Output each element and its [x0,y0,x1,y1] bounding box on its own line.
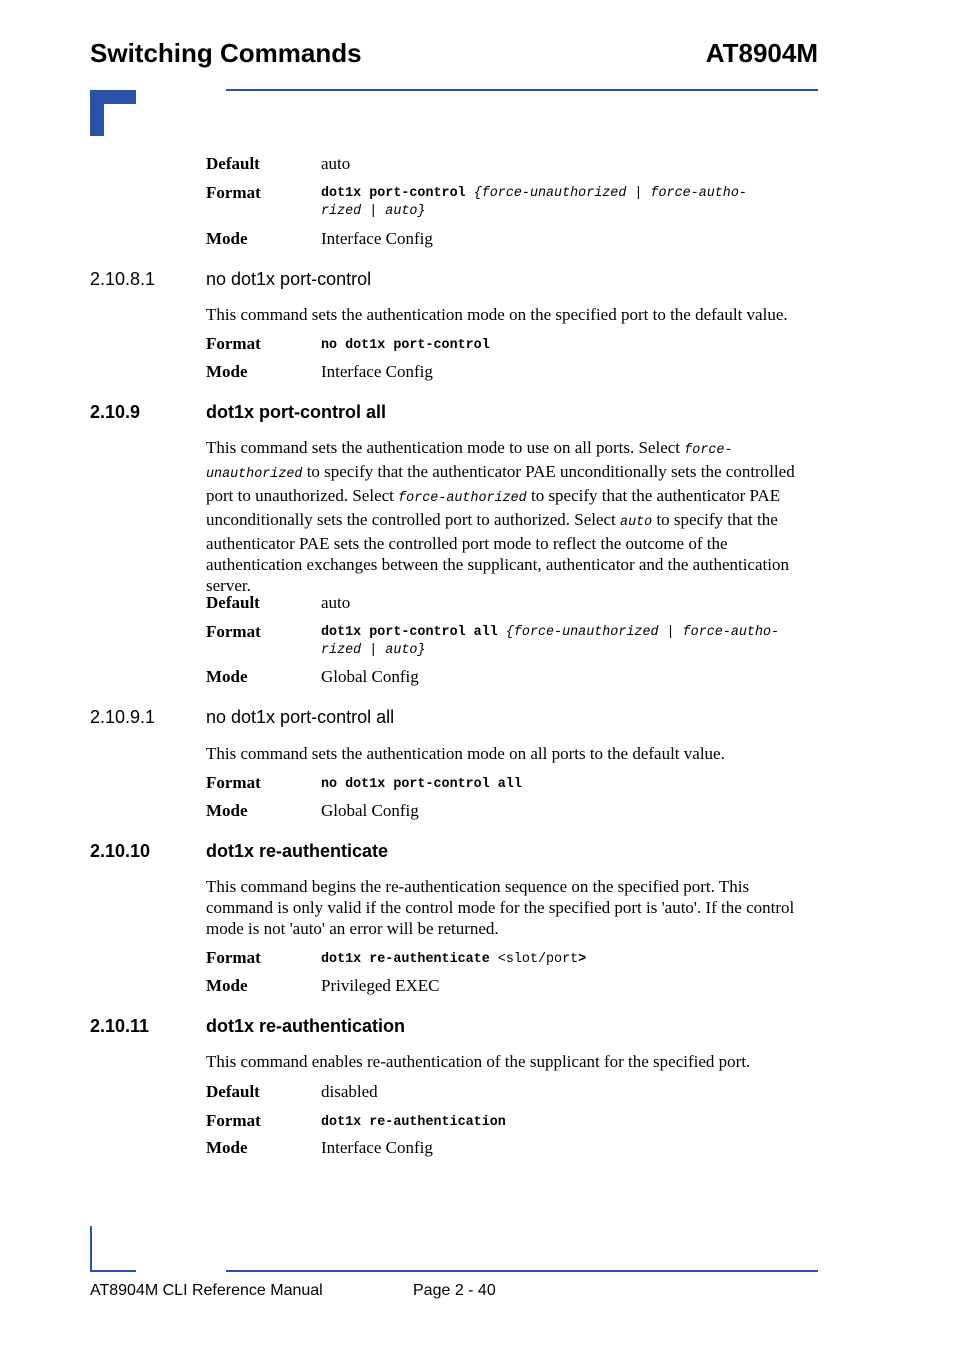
section-number: 2.10.9.1 [90,707,156,727]
format-value [321,185,816,221]
mode-label: Mode [206,362,248,381]
header-rule [226,89,818,91]
format-arg: <slot/port [497,952,579,967]
format-command: dot1x port-control all [321,625,498,640]
section-title: dot1x re-authentication [206,1016,406,1036]
format-label: Format [206,773,261,792]
default-value: disabled [321,1082,378,1101]
section-description: This command sets the authentication mode to use on all ports. Select force- unauthorized to specify that the authenticator PAE unconditionally sets the controlled port to unauthorized. Select force-authorized to specify that the authenticator PAE unconditionally sets the controlled port to authorized. Select auto to specify that the authenticator PAE sets the controlled port mode to reflect the outcome of the authentication exchanges between the supplicant, authenticator and the authentication server. [206,438,795,595]
default-value: auto [321,154,351,173]
section-title: no dot1x port-control all [206,707,395,727]
footer-corner-vertical [90,1226,92,1272]
mode-value: Interface Config [321,362,433,381]
format-value [321,337,816,355]
mode-label: Mode [206,229,248,248]
section-title: dot1x re-authenticate [206,841,389,861]
mode-value: Privileged EXEC [321,976,440,995]
section-number: 2.10.8.1 [90,269,156,289]
corner-mark-vertical [90,90,104,136]
format-args-cont: rized | auto} [321,204,426,219]
mode-label: Mode [206,801,248,820]
default-label: Default [206,593,260,612]
format-command: dot1x port-control [321,186,466,201]
section-title: no dot1x port-control [206,269,372,289]
default-value: auto [321,593,351,612]
section-description: This command sets the authentication mode on the specified port to the default value. [206,305,788,324]
format-value: dot1x re-authenticate <slot/port> [321,952,587,967]
format-args-cont: rized | auto} [321,643,426,658]
format-value [321,776,816,794]
format-args: {force-unauthorized | force-autho- [505,625,780,640]
footer-corner-horizontal [90,1270,136,1272]
format-command: dot1x re-authenticate [321,952,490,967]
default-label: Default [206,154,260,173]
section-number: 2.10.10 [90,841,151,861]
footer-manual-title: AT8904M CLI Reference Manual [90,1282,323,1299]
mode-value: Global Config [321,801,419,820]
format-label: Format [206,1111,261,1130]
format-label: Format [206,334,261,353]
section-number: 2.10.11 [90,1016,150,1036]
footer-rule [226,1270,818,1272]
mode-value: Interface Config [321,229,433,248]
default-label: Default [206,1082,260,1101]
section-description: This command sets the authentication mode on all ports to the default value. [206,744,725,763]
format-label: Format [206,948,261,967]
footer-page-number: Page 2 - 40 [413,1282,496,1299]
format-command: no dot1x port-control all [321,777,522,792]
header-product: AT8904M [705,38,818,68]
mode-value: Global Config [321,667,419,686]
format-command: dot1x re-authentication [321,1115,506,1130]
format-label: Format [206,183,261,202]
section-description: This command enables re-authentication of the supplicant for the specified port. [206,1052,751,1071]
format-value [321,624,816,660]
section-number: 2.10.9 [90,402,141,422]
mode-value: Interface Config [321,1138,433,1157]
mode-label: Mode [206,976,248,995]
header-title: Switching Commands [90,38,362,68]
format-command: no dot1x port-control [321,338,490,353]
section-title: dot1x port-control all [206,402,386,422]
format-value [321,1114,816,1132]
mode-label: Mode [206,667,248,686]
mode-label: Mode [206,1138,248,1157]
format-label: Format [206,622,261,641]
section-description: This command begins the re-authentication sequence on the specified port. This command is only valid if the control mode for the specified port is 'auto'. If the control mode is not 'auto' an error will be returned. [206,877,795,938]
format-args: {force-unauthorized | force-autho- [473,186,747,201]
